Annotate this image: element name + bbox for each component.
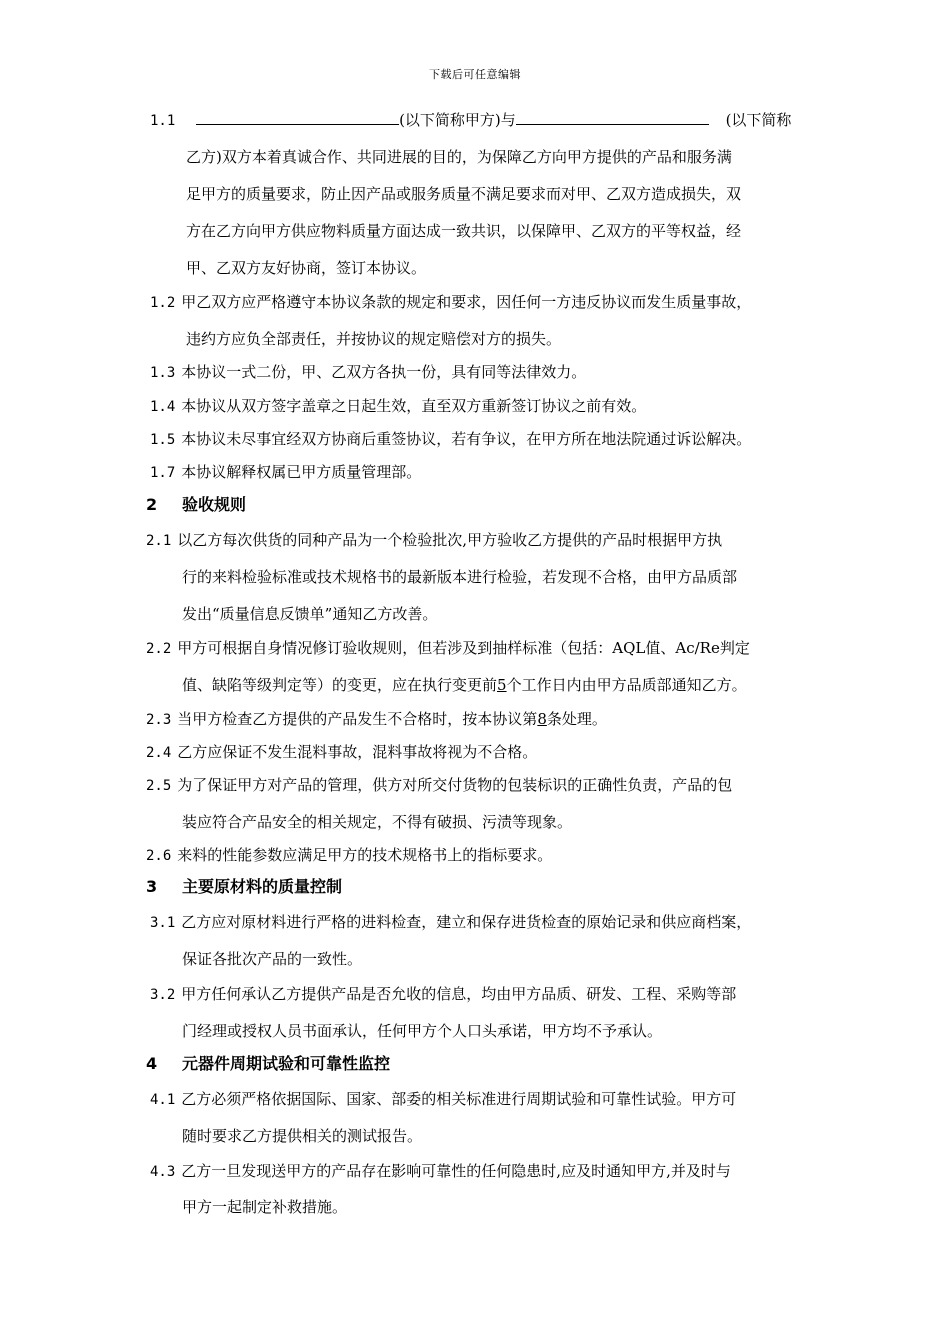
section-number: 4 (146, 1054, 158, 1073)
clause-text: 乙方必须严格依据国际、国家、部委的相关标准进行周期试验和可靠性试验。甲方可 (181, 1090, 737, 1108)
section-title: 元器件周期试验和可靠性监控 (182, 1054, 391, 1073)
clause-1-3 (150, 362, 586, 383)
clause-number: 2.1 (146, 533, 172, 549)
clause-1-1-first-line (150, 108, 791, 131)
clause-text: 为了保证甲方对产品的管理，供方对所交付货物的包装标识的正确性负责，产品的包 (177, 776, 733, 794)
clause-2-1 (146, 530, 722, 551)
clause-2-3 (146, 709, 607, 730)
clause-number: 1.4 (150, 399, 176, 415)
clause-text: 甲乙双方应严格遵守本协议条款的规定和要求，因任何一方违反协议而发生质量事故， (181, 293, 752, 311)
clause-number: 3.1 (150, 915, 176, 931)
clause-1-1-line: 足甲方的质量要求，防止因产品或服务质量不满足要求而对甲、乙双方造成损失，双 (186, 185, 742, 203)
page-header: 下载后可任意编辑 (429, 68, 521, 81)
clause-text: (以下简称 (725, 111, 792, 129)
days-value: 5 (497, 676, 507, 694)
section-title: 主要原材料的质量控制 (182, 877, 343, 896)
clause-1-4 (150, 396, 646, 417)
clause-ref-value: 8 (537, 710, 547, 728)
clause-1-2-cont: 违约方应负全部责任，并按协议的规定赔偿对方的损失。 (186, 330, 562, 348)
clause-text: 来料的性能参数应满足甲方的技术规格书上的指标要求。 (177, 846, 553, 864)
clause-1-1-line: 乙方)双方本着真诚合作、共同进展的目的，为保障乙方向甲方提供的产品和服务满 (186, 148, 732, 166)
clause-number: 2.6 (146, 848, 172, 864)
clause-3-2 (150, 984, 736, 1005)
clause-number: 2.3 (146, 712, 172, 728)
clause-1-2 (150, 292, 751, 313)
clause-number: 1.5 (150, 432, 176, 448)
clause-number: 1.1 (150, 113, 176, 129)
section-number: 2 (146, 495, 158, 514)
clause-4-1-cont: 随时要求乙方提供相关的测试报告。 (182, 1127, 423, 1145)
clause-number: 1.7 (150, 465, 176, 481)
clause-2-2-cont (182, 675, 747, 695)
section-number: 3 (146, 877, 158, 896)
section-heading-4 (146, 1054, 390, 1074)
clause-2-1-cont: 发出“质量信息反馈单”通知乙方改善。 (182, 605, 438, 623)
clause-text: 甲方可根据自身情况修订验收规则，但若涉及到抽样标准（包括：AQL值、Ac/Re判定 (177, 639, 750, 657)
clause-text: 本协议未尽事宜经双方协商后重签协议，若有争议，在甲方所在地法院通过诉讼解决。 (181, 430, 752, 448)
clause-2-2 (146, 638, 750, 659)
clause-text: 以乙方每次供货的同种产品为一个检验批次,甲方验收乙方提供的产品时根据甲方执 (177, 531, 723, 549)
clause-text: 个工作日内由甲方品质部通知乙方。 (506, 676, 747, 694)
clause-number: 2.2 (146, 641, 172, 657)
clause-number: 4.1 (150, 1092, 176, 1108)
clause-1-1-line: 方在乙方向甲方供应物料质量方面达成一致共识，以保障甲、乙双方的平等权益，经 (186, 222, 742, 240)
clause-text: 当甲方检查乙方提供的产品发生不合格时，按本协议第 (177, 710, 538, 728)
clause-4-3-cont: 甲方一起制定补救措施。 (182, 1198, 348, 1216)
clause-number: 2.5 (146, 778, 172, 794)
clause-2-5-cont: 装应符合产品安全的相关规定，不得有破损、污渍等现象。 (182, 813, 573, 831)
clause-2-4 (146, 742, 537, 763)
clause-4-3 (150, 1161, 731, 1182)
clause-3-1 (150, 912, 751, 933)
clause-text: 本协议一式二份，甲、乙双方各执一份，具有同等法律效力。 (181, 363, 587, 381)
clause-text: 乙方一旦发现送甲方的产品存在影响可靠性的任何隐患时,应及时通知甲方,并及时与 (181, 1162, 731, 1180)
clause-2-5 (146, 775, 732, 796)
clause-1-7 (150, 462, 421, 483)
clause-number: 2.4 (146, 745, 172, 761)
clause-text: 本协议解释权属已甲方质量管理部。 (181, 463, 422, 481)
clause-text: 乙方应对原材料进行严格的进料检查，建立和保存进货检查的原始记录和供应商档案， (181, 913, 752, 931)
clause-text: 甲方任何承认乙方提供产品是否允收的信息，均由甲方品质、研发、工程、采购等部 (181, 985, 737, 1003)
clause-text: 乙方应保证不发生混料事故，混料事故将视为不合格。 (177, 743, 538, 761)
clause-text: (以下简称甲方)与 (399, 111, 516, 129)
party-a-blank[interactable] (196, 108, 399, 125)
clause-4-1 (150, 1089, 736, 1110)
clause-3-2-cont: 门经理或授权人员书面承认，任何甲方个人口头承诺，甲方均不予承认。 (182, 1022, 663, 1040)
clause-number: 1.3 (150, 365, 176, 381)
clause-1-1-line: 甲、乙双方友好协商，签订本协议。 (186, 259, 427, 277)
clause-text: 本协议从双方签字盖章之日起生效，直至双方重新签订协议之前有效。 (181, 397, 647, 415)
clause-text: 条处理。 (546, 710, 607, 728)
clause-2-1-cont: 行的来料检验标准或技术规格书的最新版本进行检验，若发现不合格，由甲方品质部 (182, 568, 738, 586)
clause-number: 4.3 (150, 1164, 176, 1180)
clause-1-5 (150, 429, 751, 450)
clause-text: 值、缺陷等级判定等）的变更，应在执行变更前 (182, 676, 498, 694)
section-heading-2 (146, 495, 246, 515)
clause-3-1-cont: 保证各批次产品的一致性。 (182, 950, 363, 968)
section-heading-3 (146, 877, 342, 897)
clause-2-6 (146, 845, 552, 866)
clause-number: 1.2 (150, 295, 176, 311)
clause-number: 3.2 (150, 987, 176, 1003)
section-title: 验收规则 (182, 495, 247, 514)
party-b-blank[interactable] (516, 108, 709, 125)
